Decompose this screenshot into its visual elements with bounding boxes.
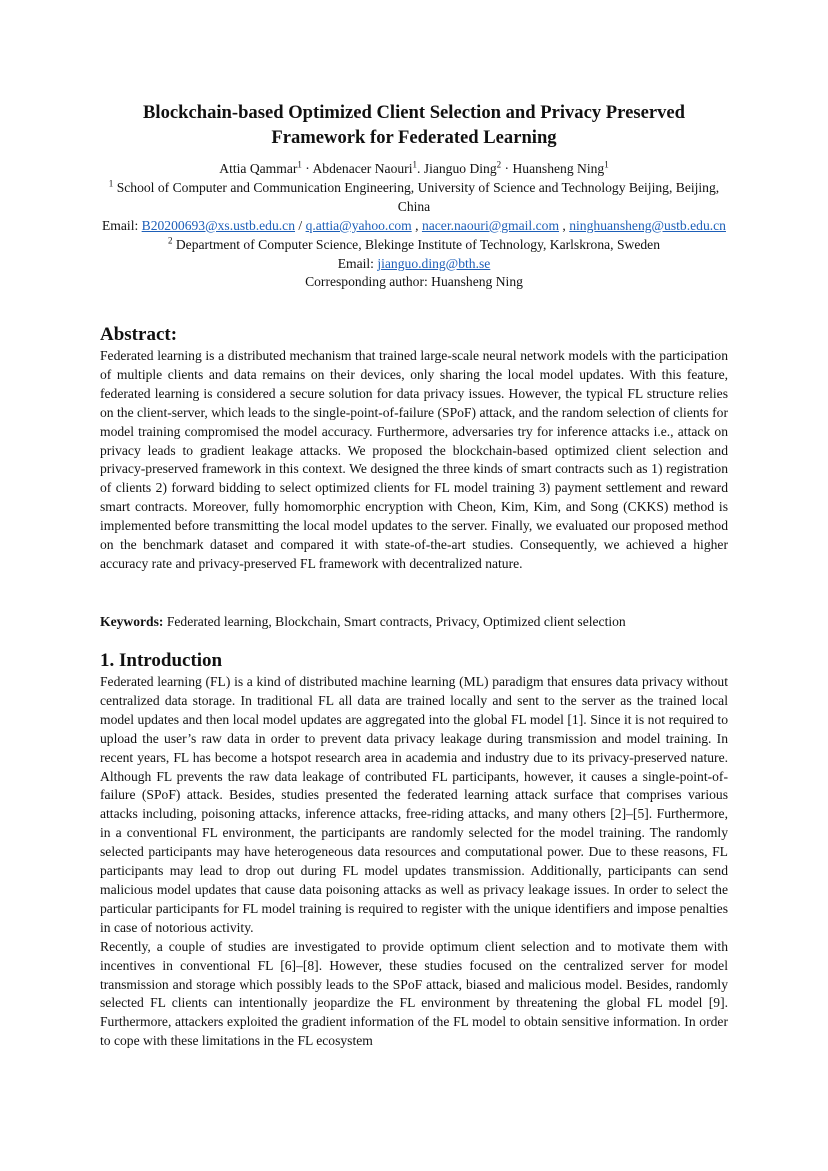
email-label: Email: xyxy=(102,217,142,233)
author-name: Huansheng Ning xyxy=(512,161,605,176)
email-link[interactable]: q.attia@yahoo.com xyxy=(305,217,412,233)
keywords-label: Keywords: xyxy=(100,614,164,629)
author-name: Abdenacer Naouri xyxy=(312,161,413,176)
email-link[interactable]: jianguo.ding@bth.se xyxy=(377,255,491,271)
affiliation-mark: 1 xyxy=(108,178,114,189)
paragraph: Recently, a couple of studies are investigated to provide optimum client selection and to motivate them with incentives in conventional FL [6]–[8]. However, these studies focused on the centralized server for model transmission and storage which possibly leads to the SPoF attack, biased and malicious model. Besides, randomly selected FL clients can intentionally jeopardize the FL environment by threatening the global FL model [9]. Furthermore, attackers exploited the gradient information of the FL model to obtain sensitive information. In order to cope with these limitations in the FL ecosystem xyxy=(100,938,728,1049)
author-separator: · xyxy=(301,161,313,176)
paragraph: Federated learning (FL) is a kind of distributed machine learning (ML) paradigm that ensures data privacy without centralized data storage. In traditional FL all data are trained locally and sent to the server as the trained local model updates and then local model updates are aggregated into the global FL model [1]. Since it is not required to upload the user’s raw data in order to prevent data privacy leakage during transmission and model training. In recent years, FL has become a hotspot research area in academia and industry due to its privacy-preserved nature. Although FL prevents the raw data leakage of contributed FL participants, however, it causes a single-point-of-failure (SPoF) attack. Besides, studies presented the federated learning attack surface that comprises various attacks including, poisoning attacks, inference attacks, free-riding attacks, and many others [2]–[5]. Furthermore, in a conventional FL environment, the participants are randomly selected for the model training. The randomly selected participants may have heterogeneous data resources and computational power. Due to these reasons, FL participants may lead to drop out during FL model updates transmission. Additionally, participants can send malicious model updates that cause data poisoning attacks as well as privacy leakage issues. In order to select the particular participants for FL model training is required to register with the unique identifiers and impose penalties in case of notorious activity. xyxy=(100,674,728,935)
author-separator: . xyxy=(416,161,424,176)
author-affil-mark: 1 xyxy=(604,159,609,170)
affiliation-1 xyxy=(100,179,728,217)
paper-title: Blockchain-based Optimized Client Selection and Privacy Preserved Framework for Federated Learning xyxy=(143,102,685,148)
email-line-1 xyxy=(100,217,728,236)
author-affil-mark: 2 xyxy=(496,159,502,170)
introduction-body xyxy=(100,673,728,1051)
corresponding-author: Corresponding author: Huansheng Ning xyxy=(305,274,523,290)
email-label: Email: xyxy=(337,255,378,271)
author-line xyxy=(100,160,728,179)
author-name: Jianguo Ding xyxy=(423,161,497,176)
affiliation-mark: 2 xyxy=(167,235,173,246)
affiliation-text: School of Computer and Communication Engineering, University of Science and Technology Beijing, Beijing, China xyxy=(113,179,720,214)
keywords-line xyxy=(100,613,728,632)
abstract-text: Federated learning is a distributed mechanism that trained large-scale neural network models with the participation of multiple clients and data remains on their devices, only sharing the local model updates. With this feature, federated learning is considered a secure solution for data privacy issues. However, the typical FL structure relies on the client-server, which leads to the single-point-of-failure (SPoF) attack, and the random selection of clients for model training compromised the model accuracy. Furthermore, adversaries try for inference attacks i.e., attack on privacy leads to gradient leakage attacks. We proposed the blockchain-based optimized client selection and privacy-preserved framework in this context. We designed the three kinds of smart contracts such as 1) registration of clients 2) forward bidding to select optimized clients for FL model training 3) payment settlement and reward smart contracts. Moreover, fully homomorphic encryption with Cheon, Kim, Kim, and Song (CKKS) method is implemented before transmitting the local model updates to the server. Finally, we evaluated our proposed method on the benchmark dataset and compared it with state-of-the-art studies. Consequently, we achieved a higher accuracy rate and privacy-preserved FL framework with decentralized nature. xyxy=(100,348,728,571)
author-affil-mark: 1 xyxy=(297,159,302,170)
affiliation-2 xyxy=(100,236,728,255)
affiliation-text: Department of Computer Science, Blekinge Institute of Technology, Karlskrona, Sweden xyxy=(172,236,661,252)
author-affil-mark: 1 xyxy=(412,159,417,170)
front-matter xyxy=(100,160,728,292)
email-separator: , xyxy=(411,217,422,233)
introduction-heading: 1. Introduction xyxy=(100,650,223,671)
email-link[interactable]: ninghuansheng@ustb.edu.cn xyxy=(569,217,726,233)
author-name: Attia Qammar xyxy=(219,161,298,176)
email-line-2 xyxy=(100,255,728,274)
email-separator: / xyxy=(295,217,306,233)
email-link[interactable]: B20200693@xs.ustb.edu.cn xyxy=(141,217,296,233)
author-separator: · xyxy=(501,161,513,176)
email-link[interactable]: nacer.naouri@gmail.com xyxy=(421,217,560,233)
abstract-heading: Abstract: xyxy=(100,324,178,345)
email-separator: , xyxy=(559,217,570,233)
keywords-text: Federated learning, Blockchain, Smart contracts, Privacy, Optimized client selection xyxy=(163,614,626,629)
